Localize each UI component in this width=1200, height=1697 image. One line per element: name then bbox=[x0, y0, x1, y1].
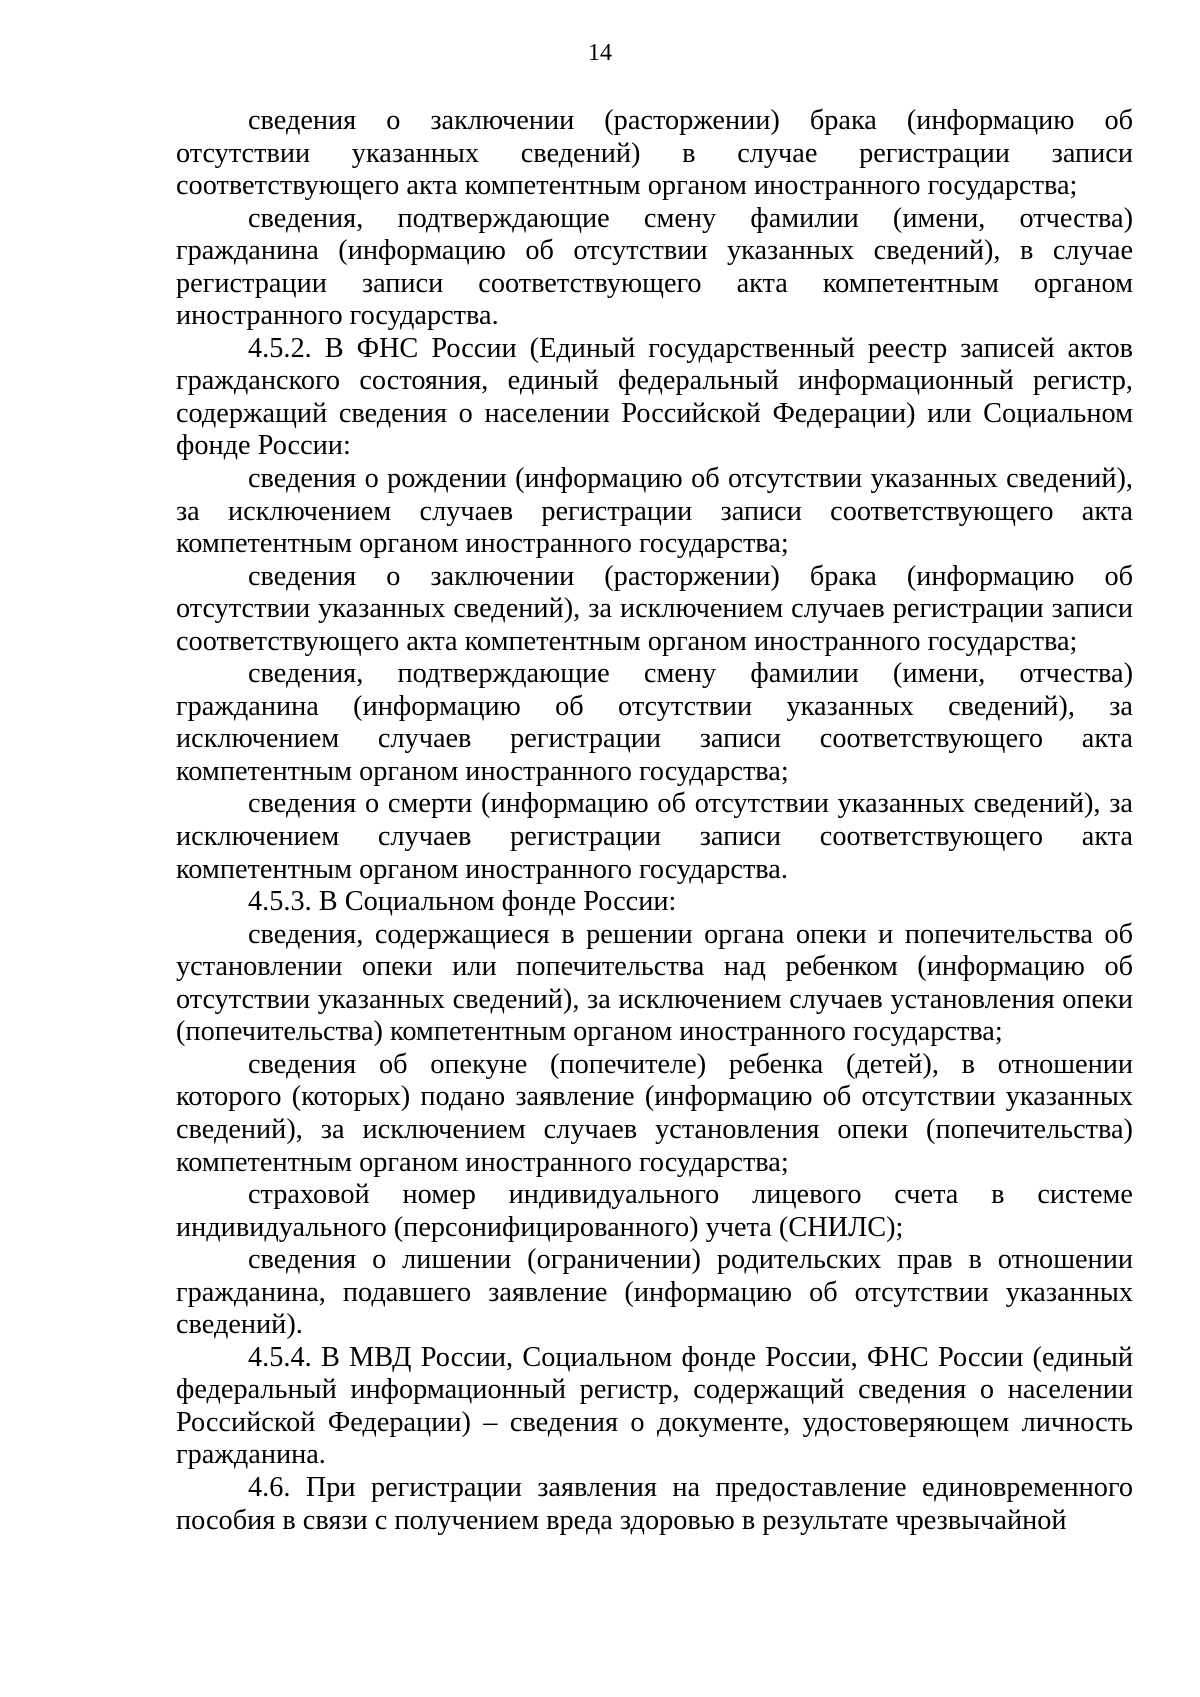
paragraph-guardianship-decision: сведения, содержащиеся в решении органа опеки и попечительства об установлении опеки или попечительства над ребенком (информацию об отсутствии указанных сведений), за исключением случаев установления опеки (попечительства) компетентным органом иностранного государства; bbox=[176, 918, 1133, 1048]
paragraph-snils: страховой номер индивидуального лицевого счета в системе индивидуального (персонифицированного) учета (СНИЛС); bbox=[176, 1179, 1133, 1243]
paragraph-name-change: сведения, подтверждающие смену фамилии (имени, отчества) гражданина (информацию об отсутствии указанных сведений), за исключением случаев регистрации записи соответствующего акта компетентным органом иностранного государства; bbox=[176, 658, 1133, 787]
page-number: 14 bbox=[588, 40, 612, 66]
section-4-5-4: 4.5.4. В МВД России, Социальном фонде России, ФНС России (единый федеральный информационный регистр, содержащий сведения о населении Российской Федерации) – сведения о документе, удостоверяющем личность гражданина. bbox=[176, 1341, 1133, 1471]
paragraph-guardian: сведения об опекуне (попечителе) ребенка (детей), в отношении которого (которых) подано заявление (информацию об отсутствии указанных сведений), за исключением случаев установления опеки (попечительства) компетентным органом иностранного государства; bbox=[176, 1048, 1133, 1178]
paragraph-name-change-foreign: сведения, подтверждающие смену фамилии (имени, отчества) гражданина (информацию об отсутствии указанных сведений), в случае регистрации записи соответствующего акта компетентным органом иностранного государства. bbox=[176, 202, 1133, 332]
section-4-6: 4.6. При регистрации заявления на предоставление единовременного пособия в связи с получением вреда здоровью в результате чрезвычайной bbox=[176, 1471, 1133, 1536]
document-body bbox=[176, 105, 1133, 1537]
paragraph-parental-rights: сведения о лишении (ограничении) родительских прав в отношении гражданина, подавшего заявление (информацию об отсутствии указанных сведений). bbox=[176, 1244, 1133, 1341]
paragraph-marriage-foreign: сведения о заключении (расторжении) брака (информацию об отсутствии указанных сведений) в случае регистрации записи соответствующего акта компетентным органом иностранного государства; bbox=[176, 105, 1133, 202]
section-4-5-2: 4.5.2. В ФНС России (Единый государственный реестр записей актов гражданского состояния, единый федеральный информационный регистр, содержащий сведения о населении Российской Федерации) или Социальном фонде России: bbox=[176, 332, 1133, 462]
section-4-5-3: 4.5.3. В Социальном фонде России: bbox=[248, 886, 677, 918]
paragraph-marriage: сведения о заключении (расторжении) брака (информацию об отсутствии указанных сведений), за исключением случаев регистрации записи соответствующего акта компетентным органом иностранного государства; bbox=[176, 560, 1133, 657]
paragraph-birth: сведения о рождении (информацию об отсутствии указанных сведений), за исключением случаев регистрации записи соответствующего акта компетентным органом иностранного государства; bbox=[176, 463, 1133, 560]
paragraph-death: сведения о смерти (информацию об отсутствии указанных сведений), за исключением случаев регистрации записи соответствующего акта компетентным органом иностранного государства. bbox=[176, 788, 1133, 885]
